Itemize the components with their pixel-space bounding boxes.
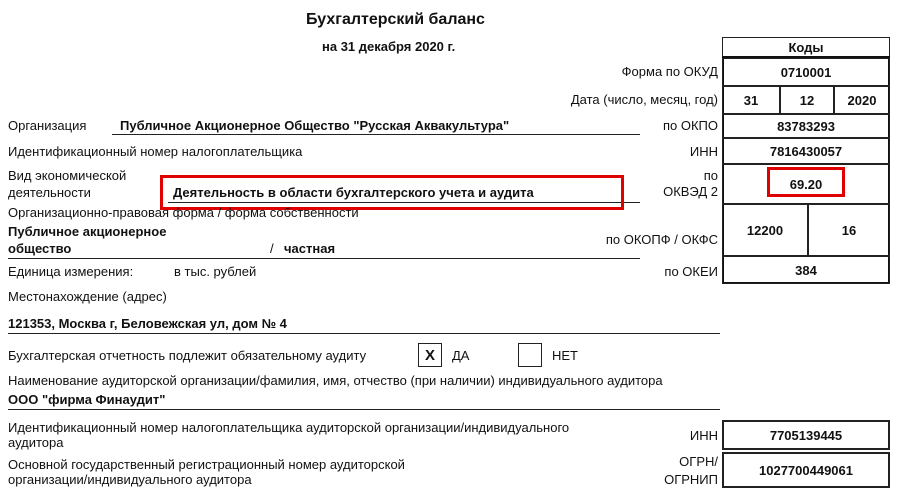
org-inn-label: Идентификационный номер налогоплательщика bbox=[8, 144, 303, 159]
unit-value: в тыс. рублей bbox=[174, 264, 257, 279]
audit-no-checkbox[interactable] bbox=[518, 343, 542, 367]
okopf-code: 12200 bbox=[722, 204, 808, 256]
okopf-label: по ОКОПФ / ОКФС bbox=[605, 232, 718, 247]
ownership-value: частная bbox=[284, 241, 336, 256]
legal-form-line bbox=[8, 258, 640, 259]
org-name-line bbox=[112, 134, 640, 135]
unit-label: Единица измерения: bbox=[8, 264, 134, 279]
auditor-inn-code-label: ИНН bbox=[689, 428, 718, 443]
document-title: Бухгалтерский баланс bbox=[306, 11, 485, 28]
date-month: 12 bbox=[780, 86, 834, 114]
ogrn-code-label-1: ОГРН/ bbox=[679, 454, 718, 469]
okpo-code: 83783293 bbox=[722, 114, 890, 138]
org-name: Публичное Акционерное Общество "Русская Аквакультура" bbox=[120, 118, 510, 133]
okved-label: ОКВЭД 2 bbox=[663, 184, 718, 199]
address-line bbox=[8, 333, 720, 334]
ogrn-code: 1027700449061 bbox=[722, 452, 890, 488]
date-day: 31 bbox=[722, 86, 780, 114]
activity-label-2: деятельности bbox=[8, 185, 91, 200]
okud-code: 0710001 bbox=[722, 58, 890, 86]
audit-no-label: НЕТ bbox=[552, 348, 578, 363]
inn-code: 7816430057 bbox=[722, 138, 890, 164]
okved-highlight bbox=[767, 167, 845, 197]
inn-label: ИНН bbox=[689, 144, 718, 159]
address-value: 121353, Москва г, Беловежская ул, дом № 4 bbox=[8, 316, 287, 331]
ogrn-label-1: Основной государственный регистрационный номер аудиторской bbox=[8, 457, 405, 472]
legal-form-2: общество bbox=[8, 241, 72, 256]
org-label: Организация bbox=[8, 118, 87, 133]
legal-form-label: Организационно-правовая форма / форма собственности bbox=[8, 205, 359, 220]
okfs-code: 16 bbox=[808, 204, 890, 256]
date-label: Дата (число, месяц, год) bbox=[570, 92, 718, 107]
legal-form-1: Публичное акционерное bbox=[8, 224, 167, 239]
okved-label-po: по bbox=[703, 168, 718, 183]
activity-label-1: Вид экономической bbox=[8, 168, 127, 183]
activity-value: Деятельность в области бухгалтерского учета и аудита bbox=[173, 185, 534, 200]
okei-label: по ОКЕИ bbox=[664, 264, 718, 279]
ogrn-label-2: организации/индивидуального аудитора bbox=[8, 472, 252, 487]
audit-yes-checkbox[interactable]: X bbox=[418, 343, 442, 367]
date-year: 2020 bbox=[834, 86, 890, 114]
legal-form-slash: / bbox=[270, 241, 274, 256]
report-date: на 31 декабря 2020 г. bbox=[322, 39, 456, 54]
audit-required-label: Бухгалтерская отчетность подлежит обязательному аудиту bbox=[8, 348, 367, 363]
okved-code: 69.20 bbox=[722, 164, 890, 204]
auditor-label: Наименование аудиторской организации/фамилия, имя, отчество (при наличии) индивидуального аудитора bbox=[8, 373, 663, 388]
auditor-inn-label-1: Идентификационный номер налогоплательщика аудиторской организации/индивидуального bbox=[8, 420, 570, 435]
auditor-name: ООО "фирма Финаудит" bbox=[8, 392, 166, 407]
auditor-inn-code: 7705139445 bbox=[722, 420, 890, 450]
audit-yes-label: ДА bbox=[452, 348, 470, 363]
ogrn-code-label-2: ОГРНИП bbox=[664, 472, 718, 487]
address-label: Местонахождение (адрес) bbox=[8, 289, 167, 304]
auditor-line bbox=[8, 409, 720, 410]
codes-header: Коды bbox=[722, 37, 890, 58]
auditor-inn-label-2: аудитора bbox=[8, 435, 64, 450]
okpo-label: по ОКПО bbox=[662, 118, 718, 133]
okud-label: Форма по ОКУД bbox=[621, 64, 718, 79]
okei-code: 384 bbox=[722, 256, 890, 284]
